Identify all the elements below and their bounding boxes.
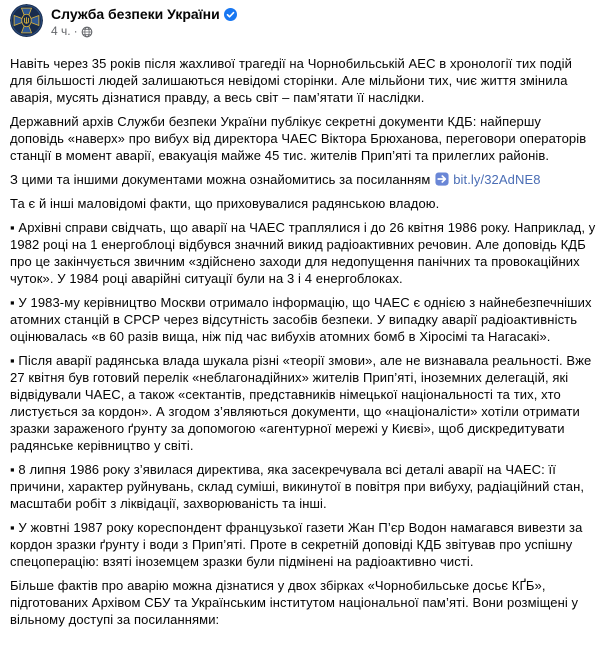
right-arrow-emoji-icon: [435, 172, 449, 186]
post-link[interactable]: bit.ly/32AdNE8: [453, 172, 541, 187]
verified-badge-icon: [224, 8, 237, 21]
bullet-glyph: ▪: [10, 353, 19, 368]
page-avatar[interactable]: [10, 4, 43, 37]
sbu-emblem-icon: [10, 24, 43, 37]
bullet-glyph: ▪: [10, 295, 19, 310]
post-paragraph: Державний архів Служби безпеки України публікує секретні документи КДБ: найпершу доповідь «наверх» про вибух від директора ЧАЕС Віктора Брюханова, переговори операторів станції в момент аварії, евакуація майже 45 тис. жителів Прип’яті та прилеглих районів.: [10, 114, 587, 163]
post-timestamp[interactable]: 4 ч.: [51, 24, 71, 38]
post-paragraph: Та є й інші маловідомі факти, що приховувалися радянською владою.: [10, 196, 440, 211]
post-body: [0, 38, 608, 628]
post-paragraph: З цими та іншими документами можна ознайомитись за посиланням bit.ly/32AdNE8: [10, 172, 541, 187]
post-header: [0, 0, 608, 38]
post-paragraph: Навіть через 35 років після жахливої трагедії на Чорнобильській АЕС в хронології тих подій для більшості людей залишаються невідомі сторінки. Але мільйони тих, чиє життя змінила аварія, мусять дізнатися правду, а весь світ – пам’ятати її наслідки.: [10, 56, 572, 105]
page-name-link[interactable]: Служба безпеки України: [51, 6, 220, 22]
bullet-glyph: ▪: [10, 462, 19, 477]
bullet-glyph: ▪: [10, 220, 19, 235]
header-text: [51, 4, 237, 38]
post-paragraph: ▪ Архівні справи свідчать, що аварії на ЧАЕС траплялися і до 26 квітня 1986 року. Наприклад, у 1982 році на 1 енергоблоці відбувся значний викид радіоактивних речовин. Але доповідь КДБ про це закінчується звичним «здійснено заходи для недопущення панічних та провокаційних чуток». У 1984 році аварійні ситуації були на 3 і 4 енергоблоках.: [10, 220, 596, 286]
bullet-glyph: ▪: [10, 520, 19, 535]
meta-separator: ·: [73, 24, 78, 38]
post-paragraph: ▪ У 1983-му керівництво Москви отримало інформацію, що ЧАЕС є однією з найнебезпечніших атомних станцій в СРСР через відсутність засобів безпеки. У випадку аварії радіоактивність оцінювалась «в 60 разів вища, ніж під час вибухів атомних бомб в Хіросімі та Нагасакі».: [10, 295, 592, 344]
name-row: [51, 5, 237, 23]
post-paragraph: Більше фактів про аварію можна дізнатися у двох збірках «Чорнобильське досьє КҐБ», підготованих Архівом СБУ та Українським інститутом національної пам’яті. Вони розміщені у вільному доступі за посиланнями:: [10, 578, 579, 627]
globe-audience-icon: [81, 26, 93, 38]
post-paragraph: ▪ 8 липня 1986 року з’явилася директива, яка засекречувала всі деталі аварії на ЧАЕС: її причини, характер руйнувань, склад суміші, викинутої в повітря при вибуху, радіаційний стан, масштаби робіт з ліквідації, захворюваність та інші.: [10, 462, 585, 511]
post-paragraph: ▪ У жовтні 1987 року кореспондент французької газети Жан П’єр Водон намагався вивезти за кордон зразки ґрунту і води з Прип’яті. Проте в секретній доповіді КДБ звітував про успішну спецоперацію: взяті іноземцем зразки були підмінені на радіоактивно чисті.: [10, 520, 583, 569]
post-paragraph: ▪ Після аварії радянська влада шукала різні «теорії змови», але не визнавала реальності. Вже 27 квітня був готовий перелік «неблагонадійних» жителів Прип’яті, іноземних делегацій, які відвідували ЧАЕС, а також «сектантів, представників німецької національності та тих, хто листується за кордон». А згодом з’являються документи, що «націоналісти» хотіли отримати зразки зараженого ґрунту за допомогою «агентурної мережі у Києві», щоб дискредитувати радянське керівництво у світі.: [10, 353, 592, 453]
post-meta: [51, 24, 237, 38]
